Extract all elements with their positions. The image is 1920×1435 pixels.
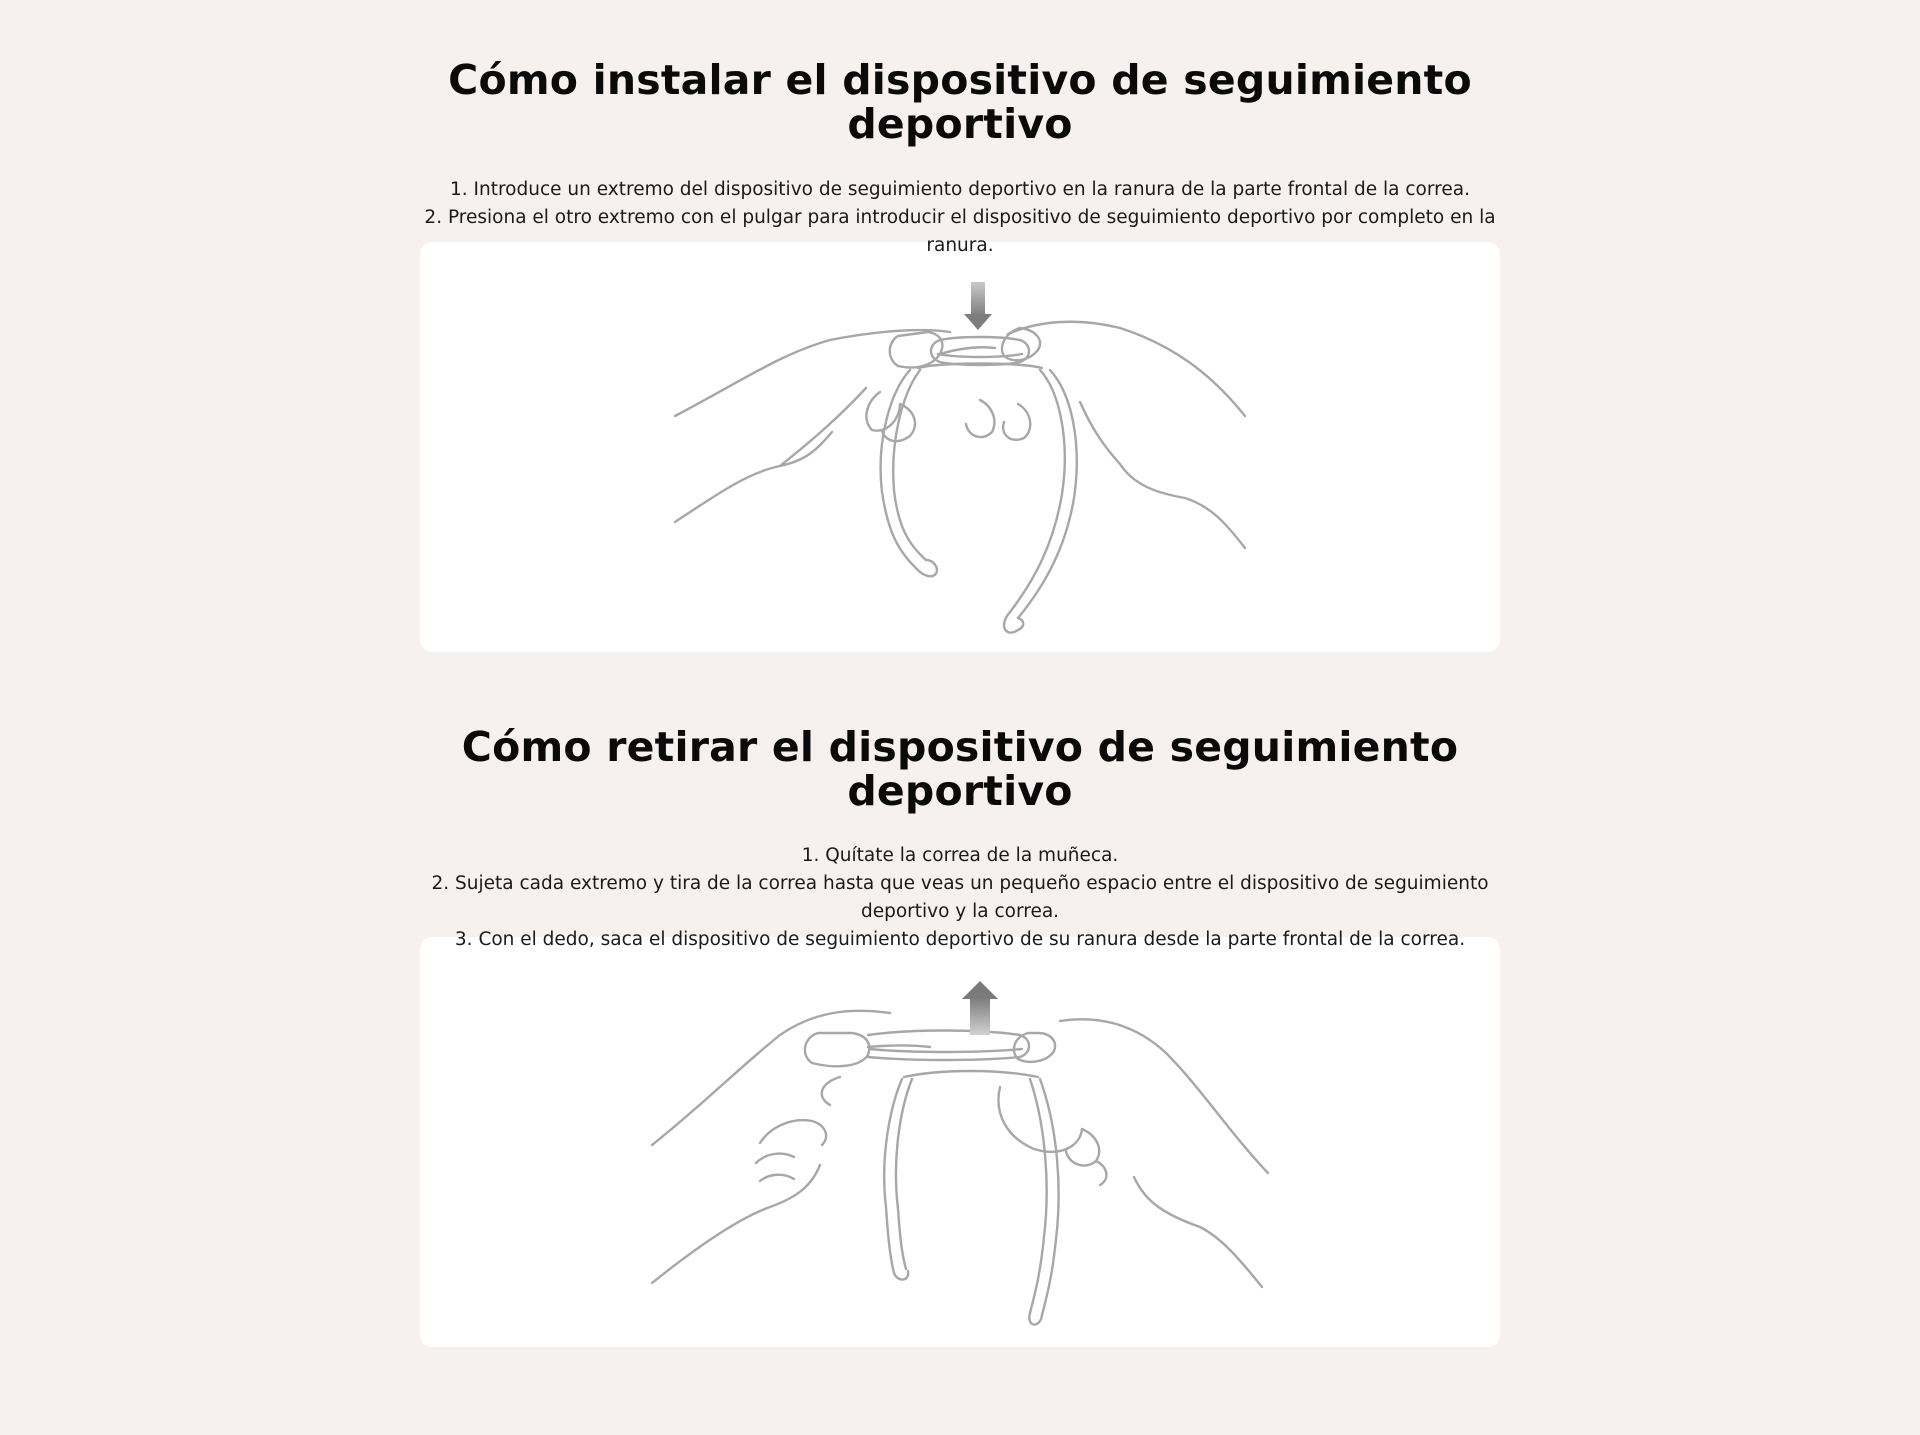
install-step-2: 2. Presiona el otro extremo con el pulgar para introducir el dispositivo de seguimiento deportivo por completo en la ranura.	[424, 207, 1496, 256]
remove-step-3: 3. Con el dedo, saca el dispositivo de seguimiento deportivo de su ranura desde la parte frontal de la correa.	[454, 929, 1466, 950]
install-illustration	[420, 242, 1500, 652]
right-hand-icon	[998, 1019, 1268, 1287]
strap-icon	[881, 364, 1077, 633]
remove-illustration-card	[420, 937, 1500, 1347]
remove-step-2: 2. Sujeta cada extremo y tira de la correa hasta que veas un pequeño espacio entre el dispositivo de seguimiento deportivo y la correa.	[431, 873, 1489, 922]
arrow-down-icon	[964, 282, 992, 330]
install-title: Cómo instalar el dispositivo de seguimiento deportivo	[448, 56, 1472, 148]
strap-icon	[884, 1071, 1058, 1325]
remove-step-1: 1. Quítate la correa de la muñeca.	[801, 845, 1119, 866]
remove-illustration	[420, 937, 1500, 1347]
arrow-up-icon	[962, 981, 998, 1035]
install-illustration-card	[420, 242, 1500, 652]
left-hand-icon	[675, 330, 995, 522]
install-steps-list	[420, 176, 1500, 260]
remove-steps-list	[420, 842, 1500, 954]
install-step-1: 1. Introduce un extremo del dispositivo de seguimiento deportivo en la ranura de la parte frontal de la correa.	[450, 179, 1470, 200]
remove-title: Cómo retirar el dispositivo de seguimiento deportivo	[461, 723, 1459, 815]
